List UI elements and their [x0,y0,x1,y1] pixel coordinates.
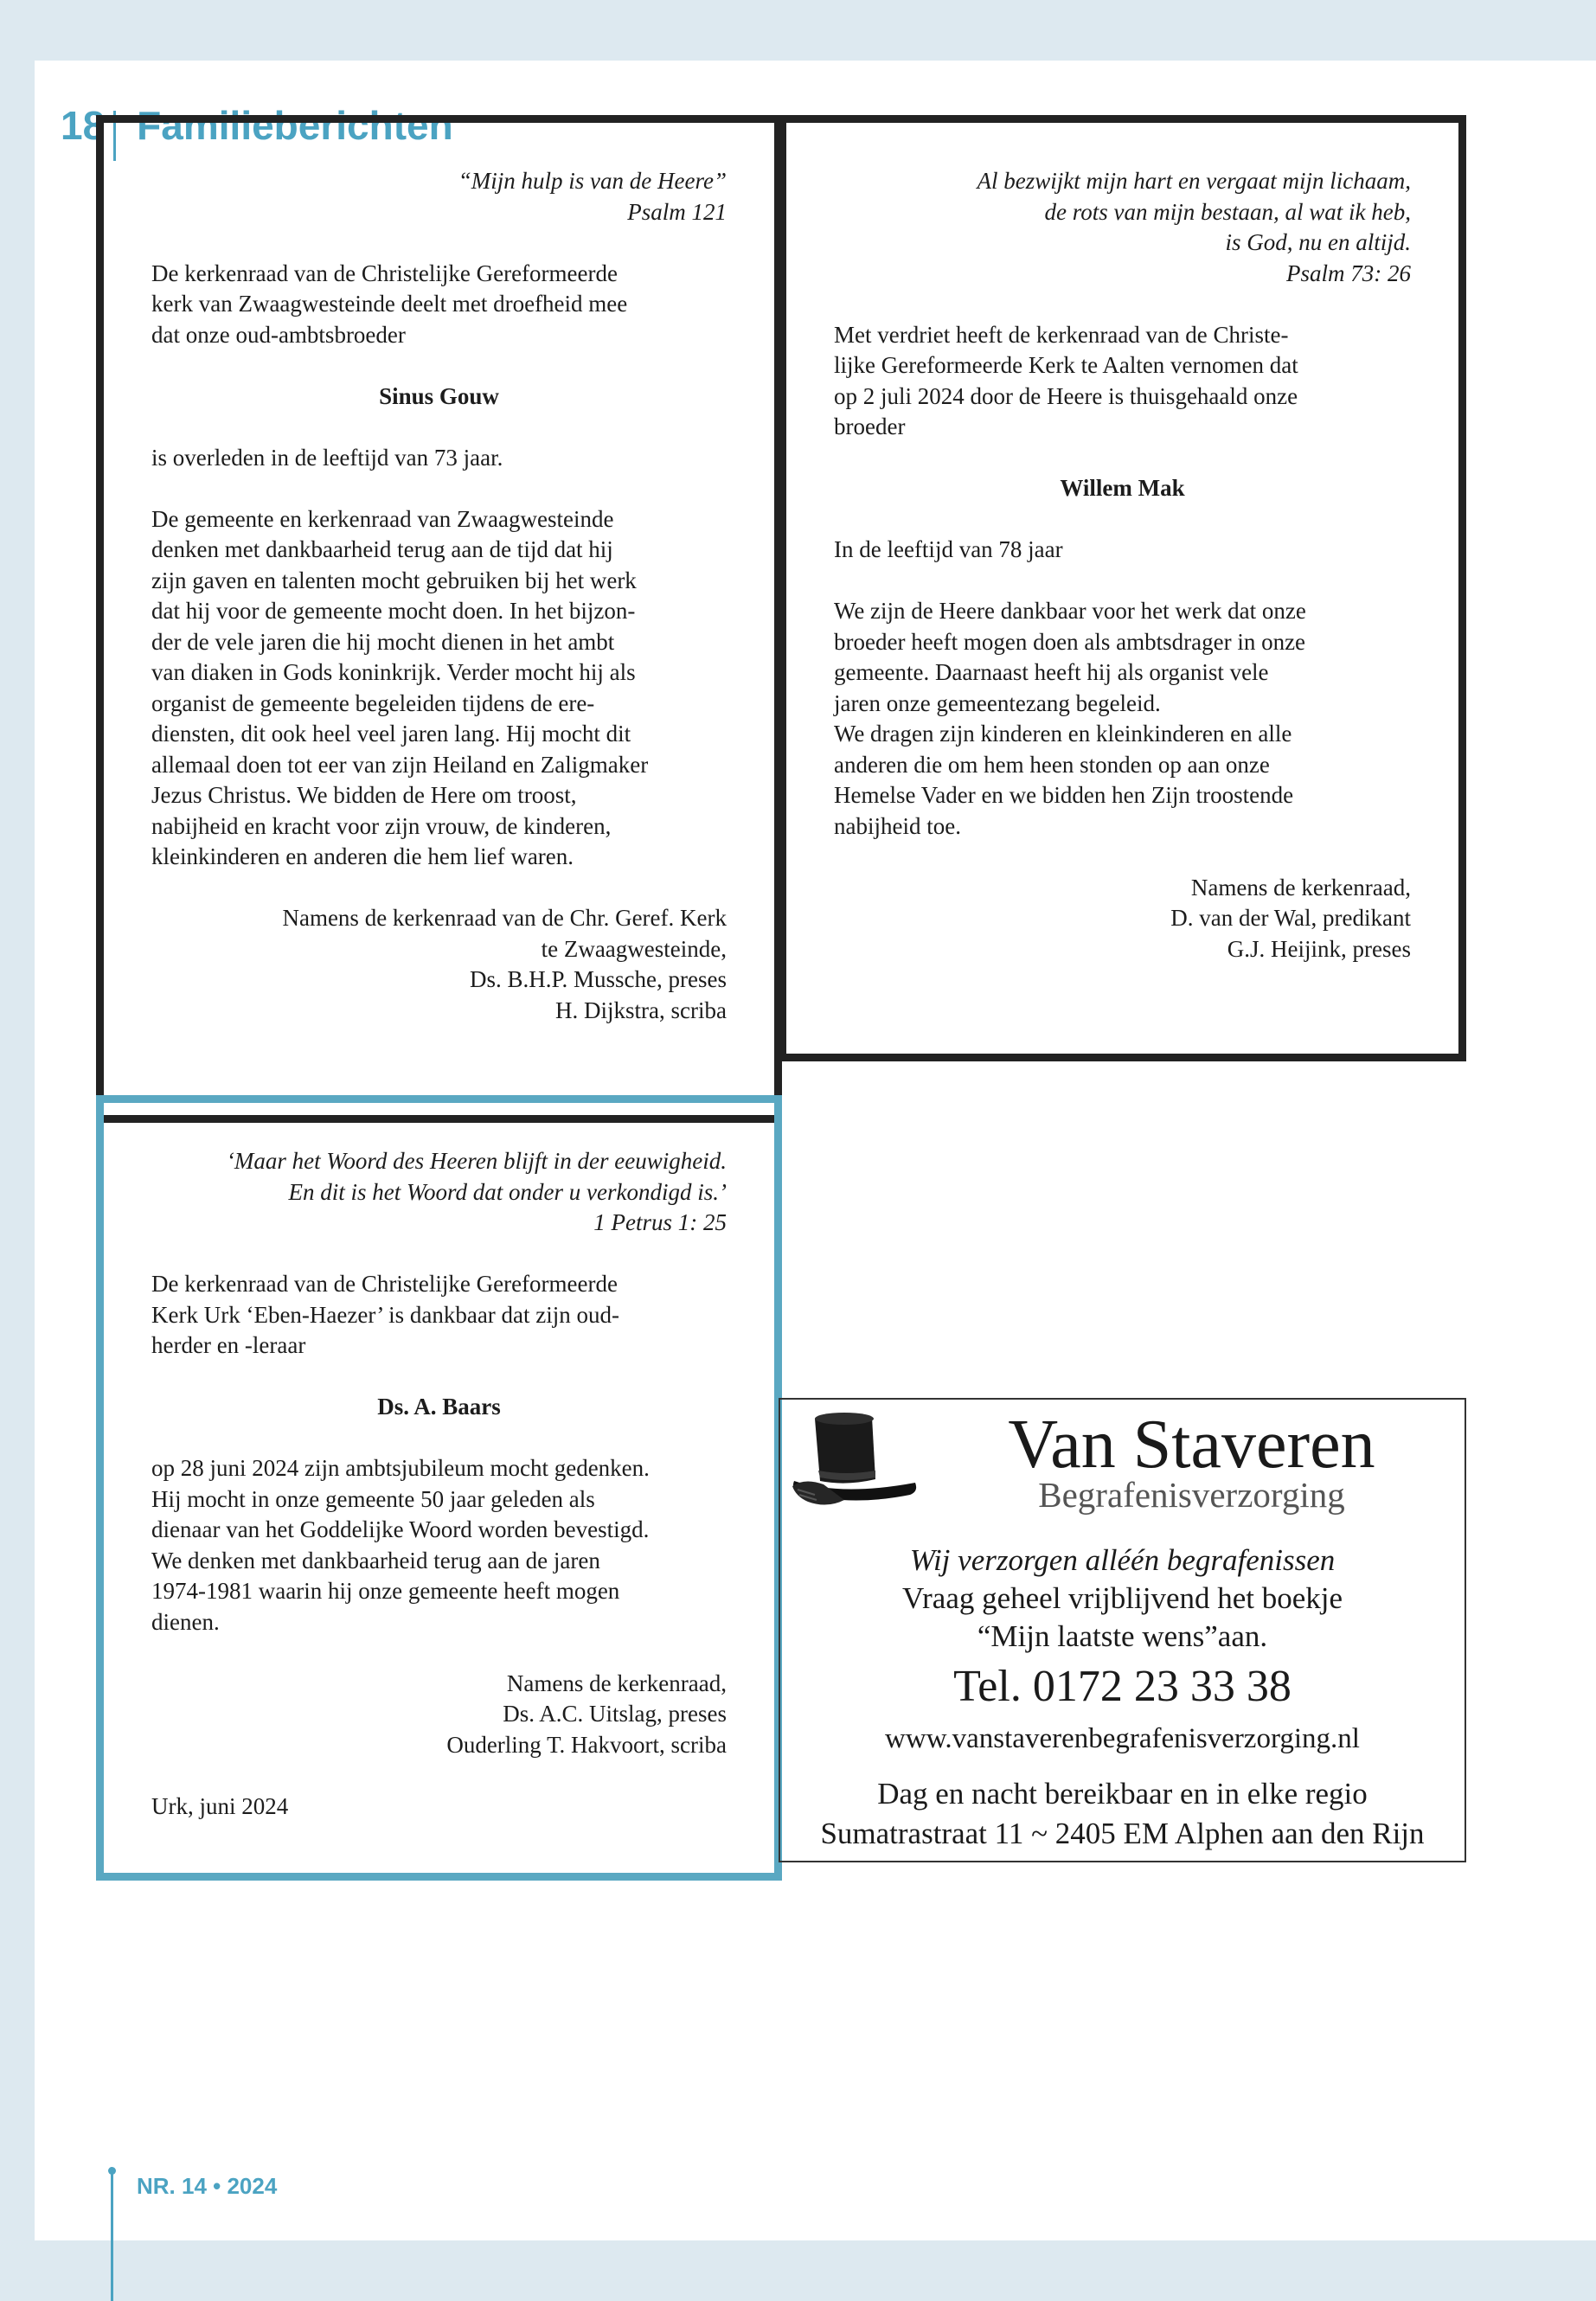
deceased-name: Sinus Gouw [379,382,499,409]
quote-reference: Psalm 73: 26 [1286,260,1411,286]
scripture-quote: Al bezwijkt mijn hart en vergaat mijn lichaam, de rots van mijn bestaan, al wat ik heb, is God, nu en altijd. Psalm 73: 26 [834,166,1411,289]
company-name: Van Staveren [1008,1407,1375,1483]
body-text: De gemeente en kerkenraad van Zwaagwesteinde denken met dankbaarheid terug aan de tijd dat hij zijn gaven en talenten mocht gebruiken bij het werk dat hij voor de gemeente mocht doen. In het bijzon- der de vele jaren die hij mocht dienen in het ambt van diaken in Gods koninkrijk. Verder mocht hij als organist de gemeente begeleiden tijdens de ere- diensten, dit ook heel veel jaren lang. Hij mocht dit allemaal doen tot eer van zijn Heiland en Zaligmaker Jezus Christus. We bidden de Here om troost, nabijheid en kracht voor zijn vrouw, de kinderen, kleinkinderen en anderen die hem lief waren. [151,505,649,869]
quote-line: “Mijn hulp is van de Heere” [458,168,727,194]
intro-text: Met verdriet heeft de kerkenraad van de Christe- lijke Gereformeerde Kerk te Aalten vernomen dat op 2 juli 2024 door de Heere is thuisgehaald onze broeder [834,321,1298,439]
body-text: op 28 juni 2024 zijn ambtsjubileum mocht gedenken. Hij mocht in onze gemeente 50 jaar geleden als dienaar van het Goddelijke Woord worden bevestigd. We denken met dankbaarheid terug aan de jaren 1974-1981 waarin hij onze gemeente heeft mogen dienen. [151,1455,650,1635]
section-title: Familieberichten [137,103,453,148]
intro-text: De kerkenraad van de Christelijke Gereformeerde Kerk Urk ‘Eben-Haezer’ is dankbaar dat zijn oud- herder en -leraar [151,1271,620,1358]
booklet-line-2: “Mijn laatste wens”aan. [977,1619,1268,1653]
top-hat-gloves-icon [789,1407,917,1510]
place-date: Urk, juni 2024 [151,1792,289,1819]
website-url[interactable]: www.vanstaverenbegrafenisverzorging.nl [885,1723,1360,1754]
footer-divider [111,2171,113,2301]
signature-block: Namens de kerkenraad, D. van der Wal, predikant G.J. Heijink, preses [1170,874,1411,962]
body-text: We zijn de Heere dankbaar voor het werk dat onze broeder heeft mogen doen als ambtsdrager in onze gemeente. Daarnaast heeft hij als organist vele jaren onze gemeentezang begeleid. We dragen zijn kinderen en kleinkinderen en alle anderen die om hem heen stonden op aan onze Hemelse Vader en we bidden hen Zijn troostende nabijheid toe. [834,598,1306,839]
tagline: Wij verzorgen alléén begrafenissen [909,1543,1336,1577]
quote-reference: Psalm 121 [627,198,727,225]
age-line: is overleden in de leeftijd van 73 jaar. [151,444,503,471]
signature-block: Namens de kerkenraad, Ds. A.C. Uitslag, preses Ouderling T. Hakvoort, scriba [446,1670,727,1758]
company-subtitle: Begrafenisverzorging [1038,1475,1345,1515]
address: Sumatrastraat 11 ~ 2405 EM Alphen aan den Rijn [820,1817,1425,1850]
signature-block: Namens de kerkenraad van de Chr. Geref. Kerk te Zwaagwesteinde, Ds. B.H.P. Mussche, preses H. Dijkstra, scriba [282,905,727,1023]
phone-number: Tel. 0172 23 33 38 [953,1662,1292,1711]
honoree-name: Ds. A. Baars [377,1394,501,1420]
issue-number: NR. 14 • 2024 [137,2173,278,2199]
announcement-gouw [96,115,782,1123]
availability: Dag en nacht bereikbaar en in elke regio [877,1777,1368,1811]
booklet-line-1: Vraag geheel vrijblijvend het boekje [901,1581,1343,1615]
deceased-name: Willem Mak [1060,475,1185,501]
quote-reference: 1 Petrus 1: 25 [593,1209,727,1235]
age-line: In de leeftijd van 78 jaar [834,536,1063,562]
intro-text: De kerkenraad van de Christelijke Gereformeerde kerk van Zwaagwesteinde deelt met droefheid mee dat onze oud-ambtsbroeder [151,260,628,348]
announcement-baars [96,1095,782,1881]
page-number: 18 [61,103,106,148]
scripture-quote: ‘Maar het Woord des Heeren blijft in der eeuwigheid. En dit is het Woord dat onder u verkondigd is.’ 1 Petrus 1: 25 [151,1146,727,1239]
announcement-mak [779,115,1466,1061]
scripture-quote [151,166,727,228]
funeral-advert [779,1398,1466,1862]
